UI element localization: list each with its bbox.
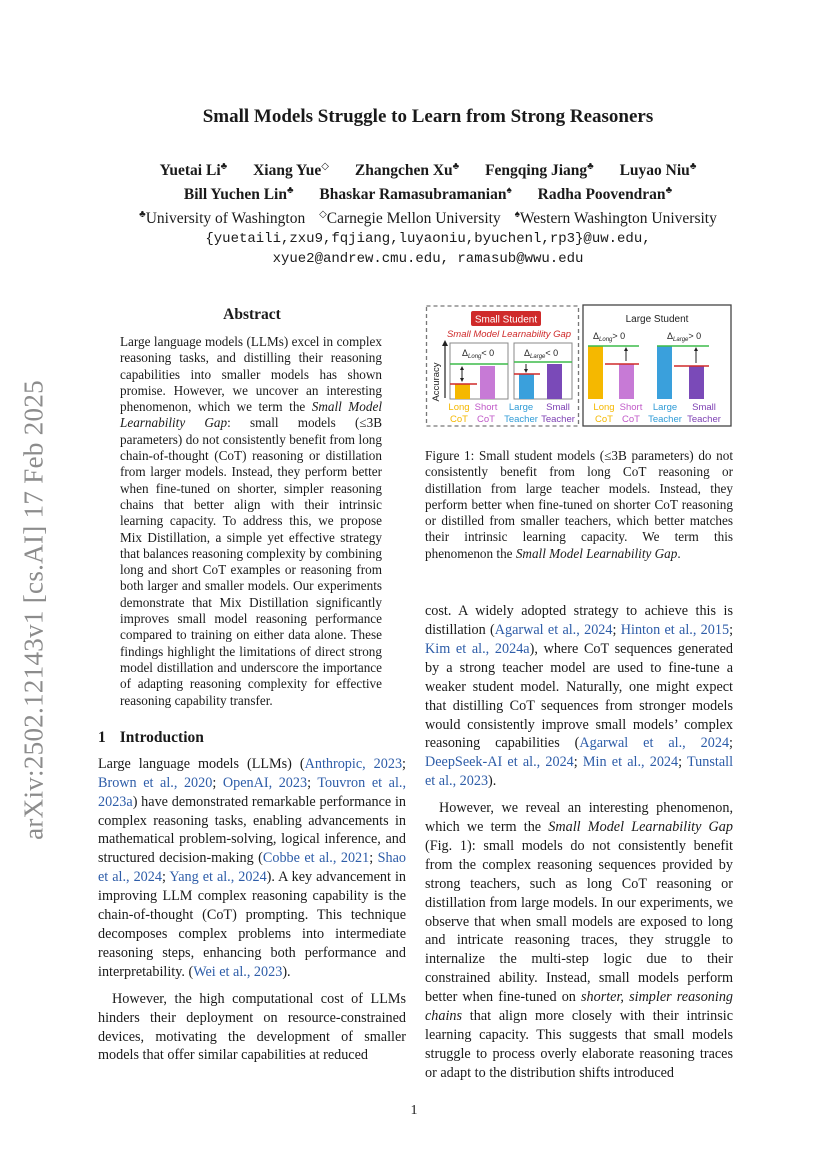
citation-link[interactable]: Kim et al., 2024a <box>425 640 530 657</box>
y-axis-label: Accuracy <box>431 362 442 402</box>
bar-long-cot-large <box>588 346 603 399</box>
body-text: ; <box>573 754 583 771</box>
author-name <box>620 162 697 179</box>
body-text: ). <box>488 773 497 790</box>
body-text: ). A key advancement in improving LLM complex reasoning capability is the chain-of-thought (CoT) prompting. This technique decomposes complex problems into intermediate reasoning steps, enhancing both performance and interpretability. ( <box>98 869 406 980</box>
arxiv-identifier[interactable] <box>18 370 50 850</box>
affiliation-mark: ♣ <box>286 185 294 197</box>
x-label-cot: CoT <box>622 414 640 425</box>
abstract-heading: Abstract <box>223 306 281 323</box>
bar-large-teacher-large <box>657 346 672 399</box>
body-text: ; <box>612 621 621 638</box>
left-column <box>98 300 406 1065</box>
delta-relation: > 0 <box>612 331 626 341</box>
x-label-short: Short <box>619 402 643 413</box>
figure-1-diagram <box>425 300 733 430</box>
page-number: 1 <box>410 1103 418 1118</box>
figure-1-caption <box>425 448 733 562</box>
delta-relation: > 0 <box>688 331 702 341</box>
author-row-2 <box>100 181 756 205</box>
bar-short-cot-small <box>480 366 495 399</box>
body-text: ; <box>729 621 734 638</box>
affiliation-mark: ◇ <box>321 161 329 172</box>
citation-link[interactable]: Agarwal et al., 2024 <box>579 735 730 752</box>
x-label-cot: CoT <box>595 414 613 425</box>
author-name-text: Xiang Yue <box>253 162 322 180</box>
delta-large-label <box>524 348 558 360</box>
abstract-body <box>120 334 382 709</box>
affiliation-mark: ♣ <box>139 209 146 221</box>
citation-link[interactable]: Min et al., 2024 <box>582 754 679 771</box>
intro-paragraph-2: However, the high computational cost of LLMs hinders their deployment on resource-constrained devices, motivating the development of smaller models that offer similar capabilities at reduced <box>98 990 406 1064</box>
author-name <box>538 186 672 203</box>
x-label-small: Small <box>546 402 570 413</box>
arrow-down-icon <box>524 369 528 373</box>
affiliation <box>515 210 717 227</box>
body-text: ; <box>678 754 688 771</box>
author-name <box>184 186 294 203</box>
x-label-large: Large <box>508 402 534 413</box>
body-emphasis: shorter, simpler reasoning chains <box>425 989 734 1025</box>
author-name-text: Luyao Niu <box>619 162 690 180</box>
body-text: ; <box>729 735 733 752</box>
x-label-long: Long <box>593 402 615 413</box>
delta-large-label <box>667 331 701 343</box>
body-emphasis: Small Model Learnability Gap <box>548 819 733 836</box>
abstract-text: : small models (≤3B parameters) do not consistently benefit from long chain-of-thought (CoT) reasoning or distillation from larger models. Instead, they perform better when fine-tuned on shorter, simpler reasoning chains that better align with their intrinsic learning capacity. To address this, we propose Mix Distillation, a simple yet effective strategy that balances reasoning complexity by combining long and short CoT examples or reasoning from both larger and smaller models. Our experiments demonstrate that Mix Distillation significantly improves small model reasoning performance compared to training on either data alone. These findings highlight the limitations of direct strong model distillation and underscore the importance of adapting reasoning complexity for effective reasoning capability transfer. <box>120 415 382 708</box>
abstract-emphasis: Small Model Learnability Gap <box>120 399 382 431</box>
large-student-title: Large Student <box>625 314 689 325</box>
author-name <box>485 162 594 179</box>
paper-title: Small Models Struggle to Learn from Strong Reasoners <box>202 106 654 127</box>
body-text: ), where CoT sequences generated by a strong teacher model are used to fine-tune a weaker student model. Naturally, one might expect that distilling CoT sequences from stronger models would consistently improve small models’ complex reasoning capabilities ( <box>425 640 734 752</box>
author-name <box>253 162 329 179</box>
intro-paragraph-1 <box>98 755 406 982</box>
arrow-down-icon <box>460 378 464 382</box>
citation-link[interactable]: DeepSeek-AI et al., 2024 <box>425 754 574 771</box>
small-student-title: Small Student <box>474 314 538 326</box>
caption-emphasis: Small Model Learnability Gap <box>515 545 678 561</box>
learnability-gap-label: Small Model Learnability Gap <box>446 329 572 340</box>
citation-link[interactable]: Cobbe et al., 2021 <box>262 850 370 867</box>
delta-relation: < 0 <box>545 348 559 358</box>
affiliation <box>319 210 501 227</box>
x-label-cot: CoT <box>450 414 468 425</box>
bar-small-teacher-large <box>689 366 704 399</box>
delta-long-label <box>462 348 494 360</box>
delta-symbol: Δ <box>524 348 531 358</box>
right-paragraph-1 <box>425 602 733 791</box>
right-column <box>425 300 733 1083</box>
delta-subscript: Large <box>530 354 546 360</box>
email-line-2[interactable]: xyue2@andrew.cmu.edu, ramasub@wwu.edu <box>272 251 584 268</box>
delta-subscript: Long <box>468 354 482 360</box>
citation-link[interactable]: Wei et al., 2023 <box>193 963 283 980</box>
author-name-text: Bill Yuchen Lin <box>183 186 287 204</box>
author-row-1 <box>100 157 756 181</box>
author-block <box>100 157 756 269</box>
affiliation-mark: ◇ <box>319 209 327 221</box>
affiliation-mark: ♣ <box>587 161 594 172</box>
affiliation-mark: ♣ <box>689 161 697 172</box>
x-label-teacher: Teacher <box>541 414 575 425</box>
section-number: 1 <box>98 728 106 746</box>
citation-link[interactable]: Touvron et al., 2023a <box>98 774 406 810</box>
citation-link[interactable]: Brown et al., 2020 <box>98 774 213 791</box>
body-text: ). <box>282 963 291 980</box>
delta-symbol: Δ <box>462 348 469 358</box>
body-text: Large language models (LLMs) ( <box>98 755 305 772</box>
citation-link[interactable]: Shao et al., 2024 <box>98 850 406 886</box>
affiliation-mark: ♠ <box>514 209 520 221</box>
body-text: ; <box>161 869 170 886</box>
body-text: that align more closely with their intrinsic learning capacity. This suggests that small models struggle to process overly elaborate reasoning traces or adapt to the distribution shifts introduced <box>425 1008 733 1081</box>
x-label-small: Small <box>692 402 716 413</box>
delta-long-label <box>593 331 625 343</box>
delta-subscript: Long <box>599 337 613 343</box>
bar-small-teacher-small <box>547 364 562 399</box>
x-label-large: Large <box>652 402 678 413</box>
bar-long-cot-small <box>455 384 470 399</box>
body-text: ; <box>212 774 223 791</box>
body-text: ; <box>369 850 378 867</box>
affiliation-name: Western Washington University <box>519 210 717 228</box>
author-name-text: Bhaskar Ramasubramanian <box>319 186 507 204</box>
author-name <box>355 162 459 179</box>
affiliation-name: Carnegie Mellon University <box>326 210 501 228</box>
affiliation-row <box>100 205 756 229</box>
affiliation-mark: ♣ <box>452 161 460 172</box>
body-text: However, we reveal an interesting phenomenon, which we term the <box>425 800 733 836</box>
x-label-short: Short <box>474 402 498 413</box>
affiliation-mark: ♣ <box>665 185 673 197</box>
author-name <box>160 162 228 179</box>
affiliation <box>139 210 305 227</box>
author-name-text: Yuetai Li <box>159 162 221 180</box>
x-label-teacher: Teacher <box>504 414 538 425</box>
affiliation-mark: ♣ <box>220 161 228 172</box>
email-line-1: {yuetaili,zxu9,fqjiang,luyaoniu,byuchenl,rp3}@uw.edu, <box>205 231 651 248</box>
author-name-text: Fengqing Jiang <box>485 162 588 180</box>
affiliation-mark: ♠ <box>506 185 512 197</box>
author-name-text: Radha Poovendran <box>537 186 666 204</box>
arrow-up-icon <box>624 347 628 351</box>
caption-text: Figure 1: Small student models (≤3B parameters) do not consistently benefit from long CoT reasoning or distillation from large teacher models. Instead, they perform better when fine-tuned on shorter CoT reasoning or distilled from smaller teachers, which better matches their intrinsic learning capacity. We term this phenomenon the <box>425 448 733 561</box>
citation-link[interactable]: Agarwal et al., 2024 <box>494 621 613 638</box>
arrow-up-icon <box>460 366 464 370</box>
right-paragraph-2 <box>425 799 733 1083</box>
citation-link[interactable]: OpenAI, 2023 <box>222 774 308 791</box>
body-text: ; <box>307 774 318 791</box>
x-label-teacher: Teacher <box>687 414 721 425</box>
x-label-cot: CoT <box>477 414 495 425</box>
arrow-up-icon <box>694 347 698 351</box>
author-name-text: Zhangchen Xu <box>354 162 453 180</box>
citation-link[interactable]: Tunstall et al., 2023 <box>425 754 734 790</box>
delta-relation: < 0 <box>481 348 495 358</box>
y-axis-arrow-icon <box>442 340 448 346</box>
body-text: (Fig. 1): small models do not consistently benefit from the complex reasoning sequences provided by strong teachers, such as long CoT reasoning or distillation from large models. In our experiments, we observe that when small models are exposed to long and intricate reasoning traces, they struggle to internalize the multi-step logic due to their constrained ability. Instead, small models perform better when fine-tuned on <box>425 837 733 1006</box>
x-label-teacher: Teacher <box>648 414 682 425</box>
caption-text: . <box>677 545 681 561</box>
figure-1 <box>425 300 733 430</box>
x-label-long: Long <box>448 402 470 413</box>
delta-symbol: Δ <box>593 331 600 341</box>
body-text: ) have demonstrated remarkable performance in complex reasoning tasks, enabling advancements in mathematical problem-solving, logical inference, and structured decision-making ( <box>98 793 406 867</box>
section-heading <box>98 729 406 747</box>
author-name <box>319 186 511 203</box>
abstract-text: Large language models (LLMs) excel in complex reasoning tasks, and distilling their reasoning capabilities into smaller models has shown promise. However, we uncover an interesting phenomenon, which we term the <box>120 334 382 415</box>
affiliation-name: University of Washington <box>145 210 306 228</box>
citation-link[interactable]: Hinton et al., 2015 <box>620 621 730 638</box>
body-text: cost. A widely adopted strategy to achieve this is distillation ( <box>425 603 733 638</box>
arxiv-identifier-text: arXiv:2502.12143v1 [cs.AI] 17 Feb 2025 <box>18 380 49 840</box>
delta-subscript: Large <box>673 337 689 343</box>
bar-large-teacher-small <box>519 374 534 399</box>
citation-link[interactable]: Anthropic, 2023 <box>304 755 403 772</box>
delta-symbol: Δ <box>667 331 674 341</box>
citation-link[interactable]: Yang et al., 2024 <box>169 869 267 886</box>
bar-short-cot-large <box>619 364 634 399</box>
body-text: ; <box>402 755 406 772</box>
section-title: Introduction <box>119 728 204 746</box>
